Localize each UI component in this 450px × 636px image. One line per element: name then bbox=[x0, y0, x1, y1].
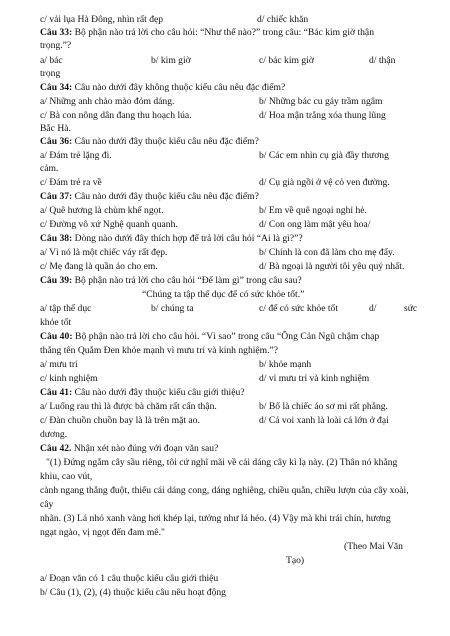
question-text: Câu nào dưới đây thuộc kiểu câu giới thiệu? bbox=[72, 387, 245, 398]
question-38 bbox=[40, 233, 303, 244]
option-a: a/ tập thể dục bbox=[40, 303, 92, 314]
option-b: b/ Em về quê ngoại nghỉ hè. bbox=[259, 205, 367, 216]
question-label: Câu 42. bbox=[40, 443, 72, 454]
option-c: c/ Bà con nông dân đang thu hoạch lúa. bbox=[40, 110, 192, 121]
option-a: a/ bác bbox=[40, 55, 63, 66]
option-d-cont: khỏe tốt bbox=[40, 317, 72, 328]
option-b: b/ kim giờ bbox=[151, 55, 191, 66]
option-b: b/ Câu (1), (2), (4) thuộc kiểu câu nêu hoạt động bbox=[40, 587, 226, 598]
question-text-cont: thắng tên Quắm Đen khỏe mạnh vì mưu trí và kinh nghiệm.”? bbox=[40, 345, 279, 356]
question-42 bbox=[40, 443, 218, 454]
question-label: Câu 41: bbox=[40, 387, 73, 398]
option-d-cont: dương. bbox=[40, 429, 68, 440]
option-d: d/ bbox=[369, 303, 377, 314]
option-b: b/ chúng ta bbox=[151, 303, 194, 314]
option-c: c/ Đàn chuồn chuồn bay là là trên mặt ao. bbox=[40, 415, 200, 426]
question-text: Nhận xét nào đúng với đoạn văn sau? bbox=[71, 443, 219, 454]
option-c: c/ Mẹ đang là quần áo cho em. bbox=[40, 261, 158, 272]
passage-line: "(1) Đứng ngắm cây sầu riêng, tôi cứ nghĩ mãi về cái dáng cây kì lạ này. (2) Thân nó khẳng bbox=[46, 457, 398, 468]
question-text: Câu nào dưới đây thuộc kiểu câu nêu đặc điểm? bbox=[72, 191, 259, 202]
option-c: c/ vải lụa Hà Đông, nhìn rất đẹp bbox=[40, 14, 164, 25]
question-39 bbox=[40, 275, 302, 286]
option-d-text: sức bbox=[404, 303, 418, 314]
option-b: b/ Bố là chiếc áo sơ mi rất phẳng. bbox=[259, 401, 388, 412]
option-d: d/ Bà ngoại là người tôi yêu quý nhất. bbox=[259, 261, 405, 272]
option-c: c/ Đường vô xứ Nghệ quanh quanh. bbox=[40, 219, 178, 230]
passage-line: cây bbox=[40, 499, 54, 510]
option-a: a/ Đoạn văn có 1 câu thuộc kiểu câu giới thiệu bbox=[40, 573, 219, 584]
option-c: c/ kinh nghiệm bbox=[40, 373, 98, 384]
option-a: a/ Luống rau thì là được bà chăm rất cẩn thận. bbox=[40, 401, 217, 412]
option-d: d/ thận bbox=[369, 55, 396, 66]
passage-line: khiu, cao vút, bbox=[40, 471, 93, 482]
option-d-cont: Bắc Hà. bbox=[40, 123, 71, 134]
question-41 bbox=[40, 387, 245, 398]
option-b: b/ Chính là con đã làm cho mẹ đẩy. bbox=[259, 247, 395, 258]
option-a: a/ Đám trẻ lặng đi. bbox=[40, 150, 112, 161]
passage-source-cont: Tạo) bbox=[286, 555, 305, 566]
question-label: Câu 34: bbox=[40, 82, 73, 93]
option-c: c/ bác kim giờ bbox=[259, 55, 314, 66]
option-a: a/ Quê hương là chùm khế ngọt. bbox=[40, 205, 164, 216]
option-d: d/ chiếc khăn bbox=[257, 14, 309, 25]
option-d-cont: trọng bbox=[40, 68, 61, 79]
question-text: Bộ phận nào trả lời cho câu hỏi: “Như thế nào?” trong câu: “Bác kim giờ thận bbox=[72, 27, 374, 38]
passage-source: (Theo Mai Văn bbox=[344, 541, 403, 552]
question-label: Câu 39: bbox=[40, 275, 73, 286]
question-text: Bộ phận nào trả lời cho câu hỏi. “Vì sao” trong câu “Ông Cản Ngũ chậm chạp bbox=[72, 331, 380, 342]
question-text: Câu nào dưới đây thuộc kiểu câu nêu đặc điểm? bbox=[72, 136, 259, 147]
question-36 bbox=[40, 136, 259, 147]
question-text: Dòng nào dưới đây thích hợp để trả lời câu hỏi “Ai là gì?”? bbox=[72, 233, 303, 244]
question-34 bbox=[40, 82, 285, 93]
question-40 bbox=[40, 331, 379, 342]
option-a: a/ Những anh chào mào đỏm dáng. bbox=[40, 96, 175, 107]
passage-line: nhãn. (3) Lá nhỏ xanh vàng hơi khép lại, tưởng như lá héo. (4) Vậy mà khi trái chín, hương bbox=[40, 513, 391, 524]
question-33 bbox=[40, 27, 374, 38]
option-b: b/ Các em nhìn cụ già đầy thương bbox=[259, 150, 389, 161]
option-c: c/ Đám trẻ ra về bbox=[40, 177, 102, 188]
option-c: c/ để có sức khỏe tốt bbox=[259, 303, 338, 314]
option-b-cont: cảm. bbox=[40, 163, 59, 174]
passage-line: cành ngang thẳng đuột, thiếu cái dáng cong, dáng nghiêng, chiều quằn, chiều lượn của cây xoài, bbox=[40, 485, 409, 496]
option-d: d/ Con ong làm mật yêu hoa/ bbox=[259, 219, 371, 230]
passage-line: ngạt ngào, vị ngọt đến đam mê." bbox=[40, 527, 165, 538]
question-label: Câu 38: bbox=[40, 233, 73, 244]
question-label: Câu 40: bbox=[40, 331, 73, 342]
example-sentence: “Chúng ta tập thể dục để có sức khỏe tốt.” bbox=[142, 289, 305, 300]
question-text-cont: trọng.”? bbox=[40, 40, 72, 51]
option-d: d/ vì mưu trí và kinh nghiệm bbox=[259, 373, 370, 384]
option-a: a/ Vì nó là một chiếc váy rất đẹp. bbox=[40, 247, 168, 258]
option-a: a/ mưu trí bbox=[40, 359, 78, 370]
option-d: d/ Hoa mận trắng xóa thung lũng bbox=[259, 110, 386, 121]
option-b: b/ khỏe mạnh bbox=[259, 359, 312, 370]
question-label: Câu 36: bbox=[40, 136, 73, 147]
question-label: Câu 33: bbox=[40, 27, 73, 38]
question-37 bbox=[40, 191, 259, 202]
question-label: Câu 37: bbox=[40, 191, 73, 202]
question-text: Câu nào dưới đây không thuộc kiểu câu nêu đặc điểm? bbox=[72, 82, 286, 93]
option-d: d/ Cụ già ngồi ở vệ cỏ ven đường. bbox=[259, 177, 390, 188]
question-text: Bộ phận nào trả lời cho câu hỏi “Để làm gì” trong câu sau? bbox=[72, 275, 302, 286]
option-d: d/ Cả voi xanh là loài cá lớn ở đại bbox=[259, 415, 389, 426]
option-b: b/ Những bác cu gáy trầm ngâm bbox=[259, 96, 383, 107]
